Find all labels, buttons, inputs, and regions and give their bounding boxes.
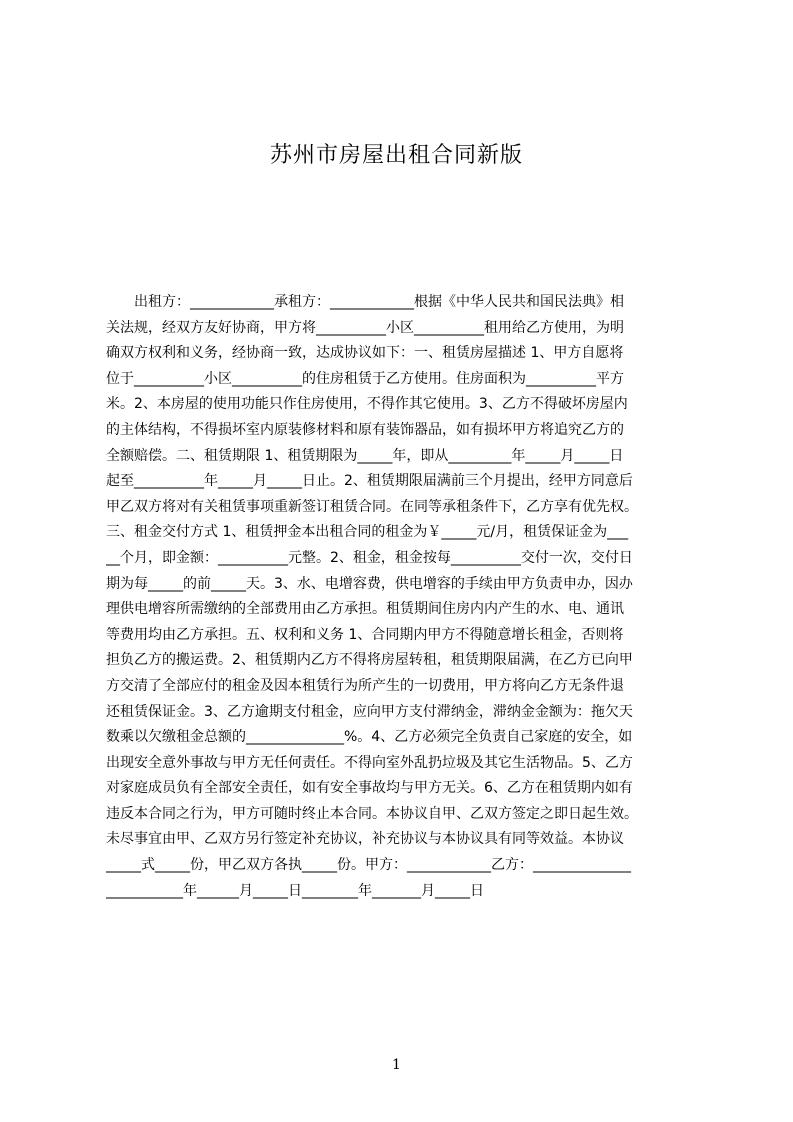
body-line: 三、租金交付方式 1、租赁押金本出租合同的租金为￥_____元/月，租赁保证金为___ [106, 524, 629, 541]
body-line: 米。2、本房屋的使用功能只作住房使用，不得作其它使用。3、乙方不得破坏房屋内 [106, 396, 628, 413]
body-line: 理供电增容所需缴纳的全部费用由乙方承担。租赁期间住房内内产生的水、电、通讯 [106, 601, 624, 618]
body-line: 出租方：____________承租方：____________根据《中华人民共和国民法典》相 [106, 294, 624, 310]
body-line: 关法规，经双方友好协商，甲方将__________小区__________租用给乙方使用，为明 [106, 319, 624, 336]
contract-body [106, 290, 696, 930]
body-line: 期为每_____的前_____天。3、水、电增容费，供电增容的手续由甲方负责申办，因办 [106, 575, 633, 592]
body-line: 全额赔偿。二、租赁期限 1、租赁期限为_____年，即从_________年_____月_____日 [106, 447, 624, 464]
body-line: __个月，即金额：__________元整。2、租金，租金按每__________交付一次，交付日 [106, 549, 633, 566]
body-line: 违反本合同之行为，甲方可随时终止本合同。本协议自甲、乙双方签定之即日起生效。 [106, 805, 638, 822]
body-line: 的主体结构，不得损坏室内原装修材料和原有装饰器品，如有损坏甲方将追究乙方的 [106, 421, 624, 438]
document-title: 苏州市房屋出租合同新版 [269, 143, 523, 168]
body-line: 未尽事宜由甲、乙双方另行签定补充协议，补充协议与本协议具有同等效益。本协议 [106, 831, 624, 848]
body-line: 甲乙双方将对有关租赁事项重新签订租赁合同。在同等承租条件下，乙方享有优先权。 [106, 498, 638, 515]
body-line: 起至__________年_____月_____日止。2、租赁期限届满前三个月提出，经甲方同意后 [106, 473, 633, 490]
body-line: 位于__________小区__________的住房租赁于乙方使用。住房面积为__________平方 [106, 370, 624, 387]
body-line: 数乘以欠缴租金总额的______________%。4、乙方必须完全负责自己家庭的安全，如 [106, 729, 633, 746]
body-line: 还租赁保证金。3、乙方逾期支付租金，应向甲方支付滞纳金，滞纳金金额为：拖欠天 [106, 703, 633, 720]
body-line: 担负乙方的搬运费。2、租赁期内乙方不得将房屋转租，租赁期限届满，在乙方已向甲 [106, 652, 633, 669]
body-line: 确双方权利和义务，经协商一致，达成协议如下：一、租赁房屋描述 1、甲方自愿将 [106, 345, 624, 362]
body-line: 对家庭成员负有全部安全责任，如有安全事故均与甲方无关。6、乙方在租赁期内如有 [106, 780, 633, 797]
body-line: ___________年______月_____日________年_______月_____日 [106, 882, 484, 899]
page-number: 1 [392, 1057, 401, 1073]
body-line: _____式_____份，甲乙双方各执_____份。甲方：____________乙方：______________ [106, 857, 631, 874]
body-line: 出现安全意外事故与甲方无任何责任。不得向室外乱扔垃圾及其它生活物品。5、乙方 [106, 754, 633, 771]
body-line: 方交清了全部应付的租金及因本租赁行为所产生的一切费用，甲方将向乙方无条件退 [106, 677, 624, 694]
body-line: 等费用均由乙方承担。五、权利和义务 1、合同期内甲方不得随意增长租金，否则将 [106, 626, 624, 643]
